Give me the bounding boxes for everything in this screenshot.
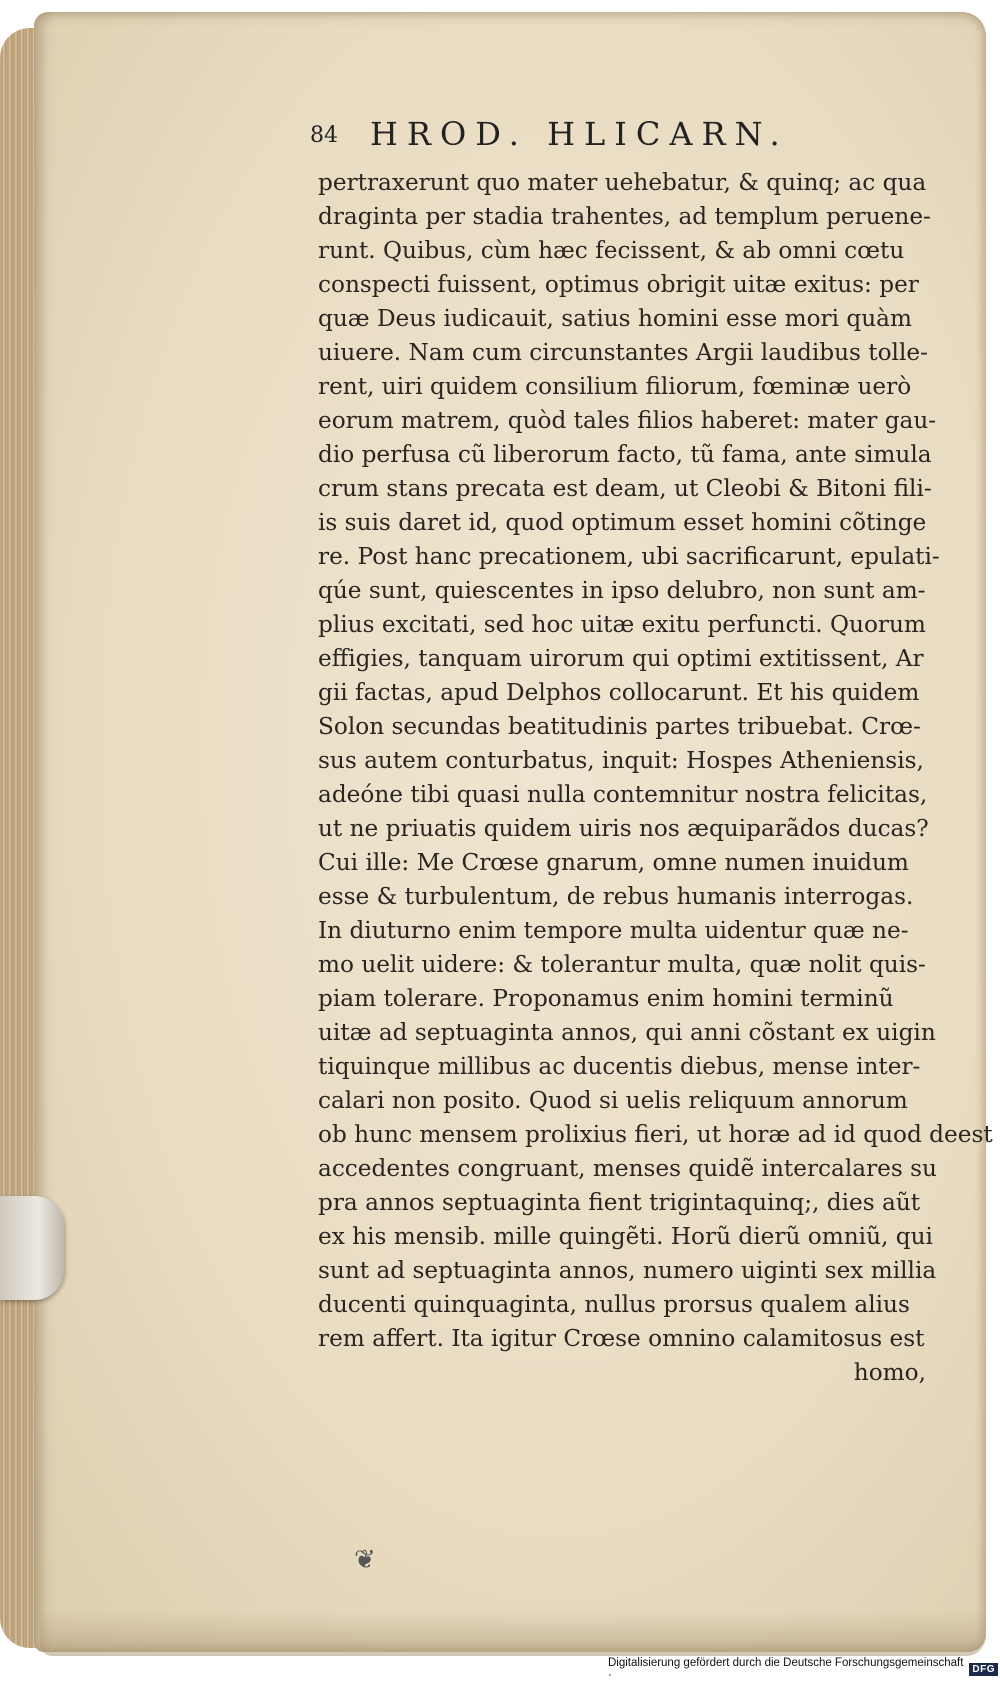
text-line: eorum matrem, quòd tales filios haberet: mater gau- [318,407,937,434]
dfg-logo: DFG [969,1663,998,1676]
text-line: gii factas, apud Delphos collocarunt. Et his quidem [318,679,920,706]
text-line: rem affert. Ita igitur Crœse omnino calamitosus est [318,1325,925,1352]
text-line: sunt ad septuaginta annos, numero uiginti sex millia [318,1257,937,1284]
text-line: esse & turbulentum, de rebus humanis interrogas. [318,883,914,910]
text-line: accedentes congruant, menses quidẽ intercalares su [318,1155,937,1182]
text-line: calari non posito. Quod si uelis reliquum annorum [318,1087,908,1114]
ink-mark: ❦ [354,1545,376,1575]
text-line: Solon secundas beatitudinis partes tribuebat. Crœ- [318,713,921,740]
text-line: runt. Quibus, cùm hæc fecissent, & ab omni cœtu [318,237,905,264]
footer-credit: Digitalisierung gefördert durch die Deutsche Forschungsgemeinschaft · [608,1657,964,1681]
text-line: uitæ ad septuaginta annos, qui anni cõstant ex uigin [318,1019,936,1046]
page-header [310,115,930,165]
text-line: plius excitati, sed hoc uitæ exitu perfuncti. Quorum [318,611,926,638]
text-line: qúe sunt, quiescentes in ipso delubro, non sunt am- [318,577,926,604]
text-line: ut ne priuatis quidem uiris nos æquiparãdos ducas? [318,815,929,842]
page-bottom-shadow [40,1610,986,1656]
text-line: mo uelit uidere: & tolerantur multa, quæ nolit quis- [318,951,926,978]
text-line: tiquinque millibus ac ducentis diebus, mense inter- [318,1053,921,1080]
text-line: ex his mensib. mille quingẽti. Horũ dierũ omniũ, qui [318,1223,933,1250]
text-line: uiuere. Nam cum circunstantes Argii laudibus tolle- [318,339,928,366]
text-line: rent, uiri quidem consilium filiorum, fœminæ uerò [318,373,912,400]
book-clip [0,1196,64,1300]
text-line: piam tolerare. Proponamus enim homini terminũ [318,985,894,1012]
text-line: sus autem conturbatus, inquit: Hospes Atheniensis, [318,747,924,774]
text-line: draginta per stadia trahentes, ad templum peruene- [318,203,931,230]
text-line: crum stans precata est deam, ut Cleobi & Bitoni fili- [318,475,932,502]
text-line: ob hunc mensem prolixius fieri, ut horæ ad id quod deest [318,1121,993,1148]
digitization-footer [608,1659,1000,1679]
text-line: ducenti quinquaginta, nullus prorsus qualem alius [318,1291,910,1318]
running-head: HROD. HLICARN. [370,115,789,153]
text-line: is suis daret id, quod optimum esset homini cõtinge [318,509,927,536]
text-line: effigies, tanquam uirorum qui optimi extitissent, Ar [318,645,924,672]
text-line: Cui ille: Me Crœse gnarum, omne numen inuidum [318,849,909,876]
text-line: pra annos septuaginta fient trigintaquinq;, dies aũt [318,1189,921,1216]
text-line: In diuturno enim tempore multa uidentur quæ ne- [318,917,909,944]
text-line: quæ Deus iudicauit, satius homini esse mori quàm [318,305,912,332]
text-line: adeóne tibi quasi nulla contemnitur nostra felicitas, [318,781,928,808]
body-text [318,166,993,1390]
text-line: pertraxerunt quo mater uehebatur, & quinq; ac qua [318,169,927,196]
text-line: re. Post hanc precationem, ubi sacrificarunt, epulati- [318,543,940,570]
text-line: homo, [853,1359,926,1386]
page-number: 84 [310,123,338,148]
text-line: conspecti fuissent, optimus obrigit uitæ exitus: per [318,271,919,298]
text-line: dio perfusa cũ liberorum facto, tũ fama, ante simula [318,441,932,468]
